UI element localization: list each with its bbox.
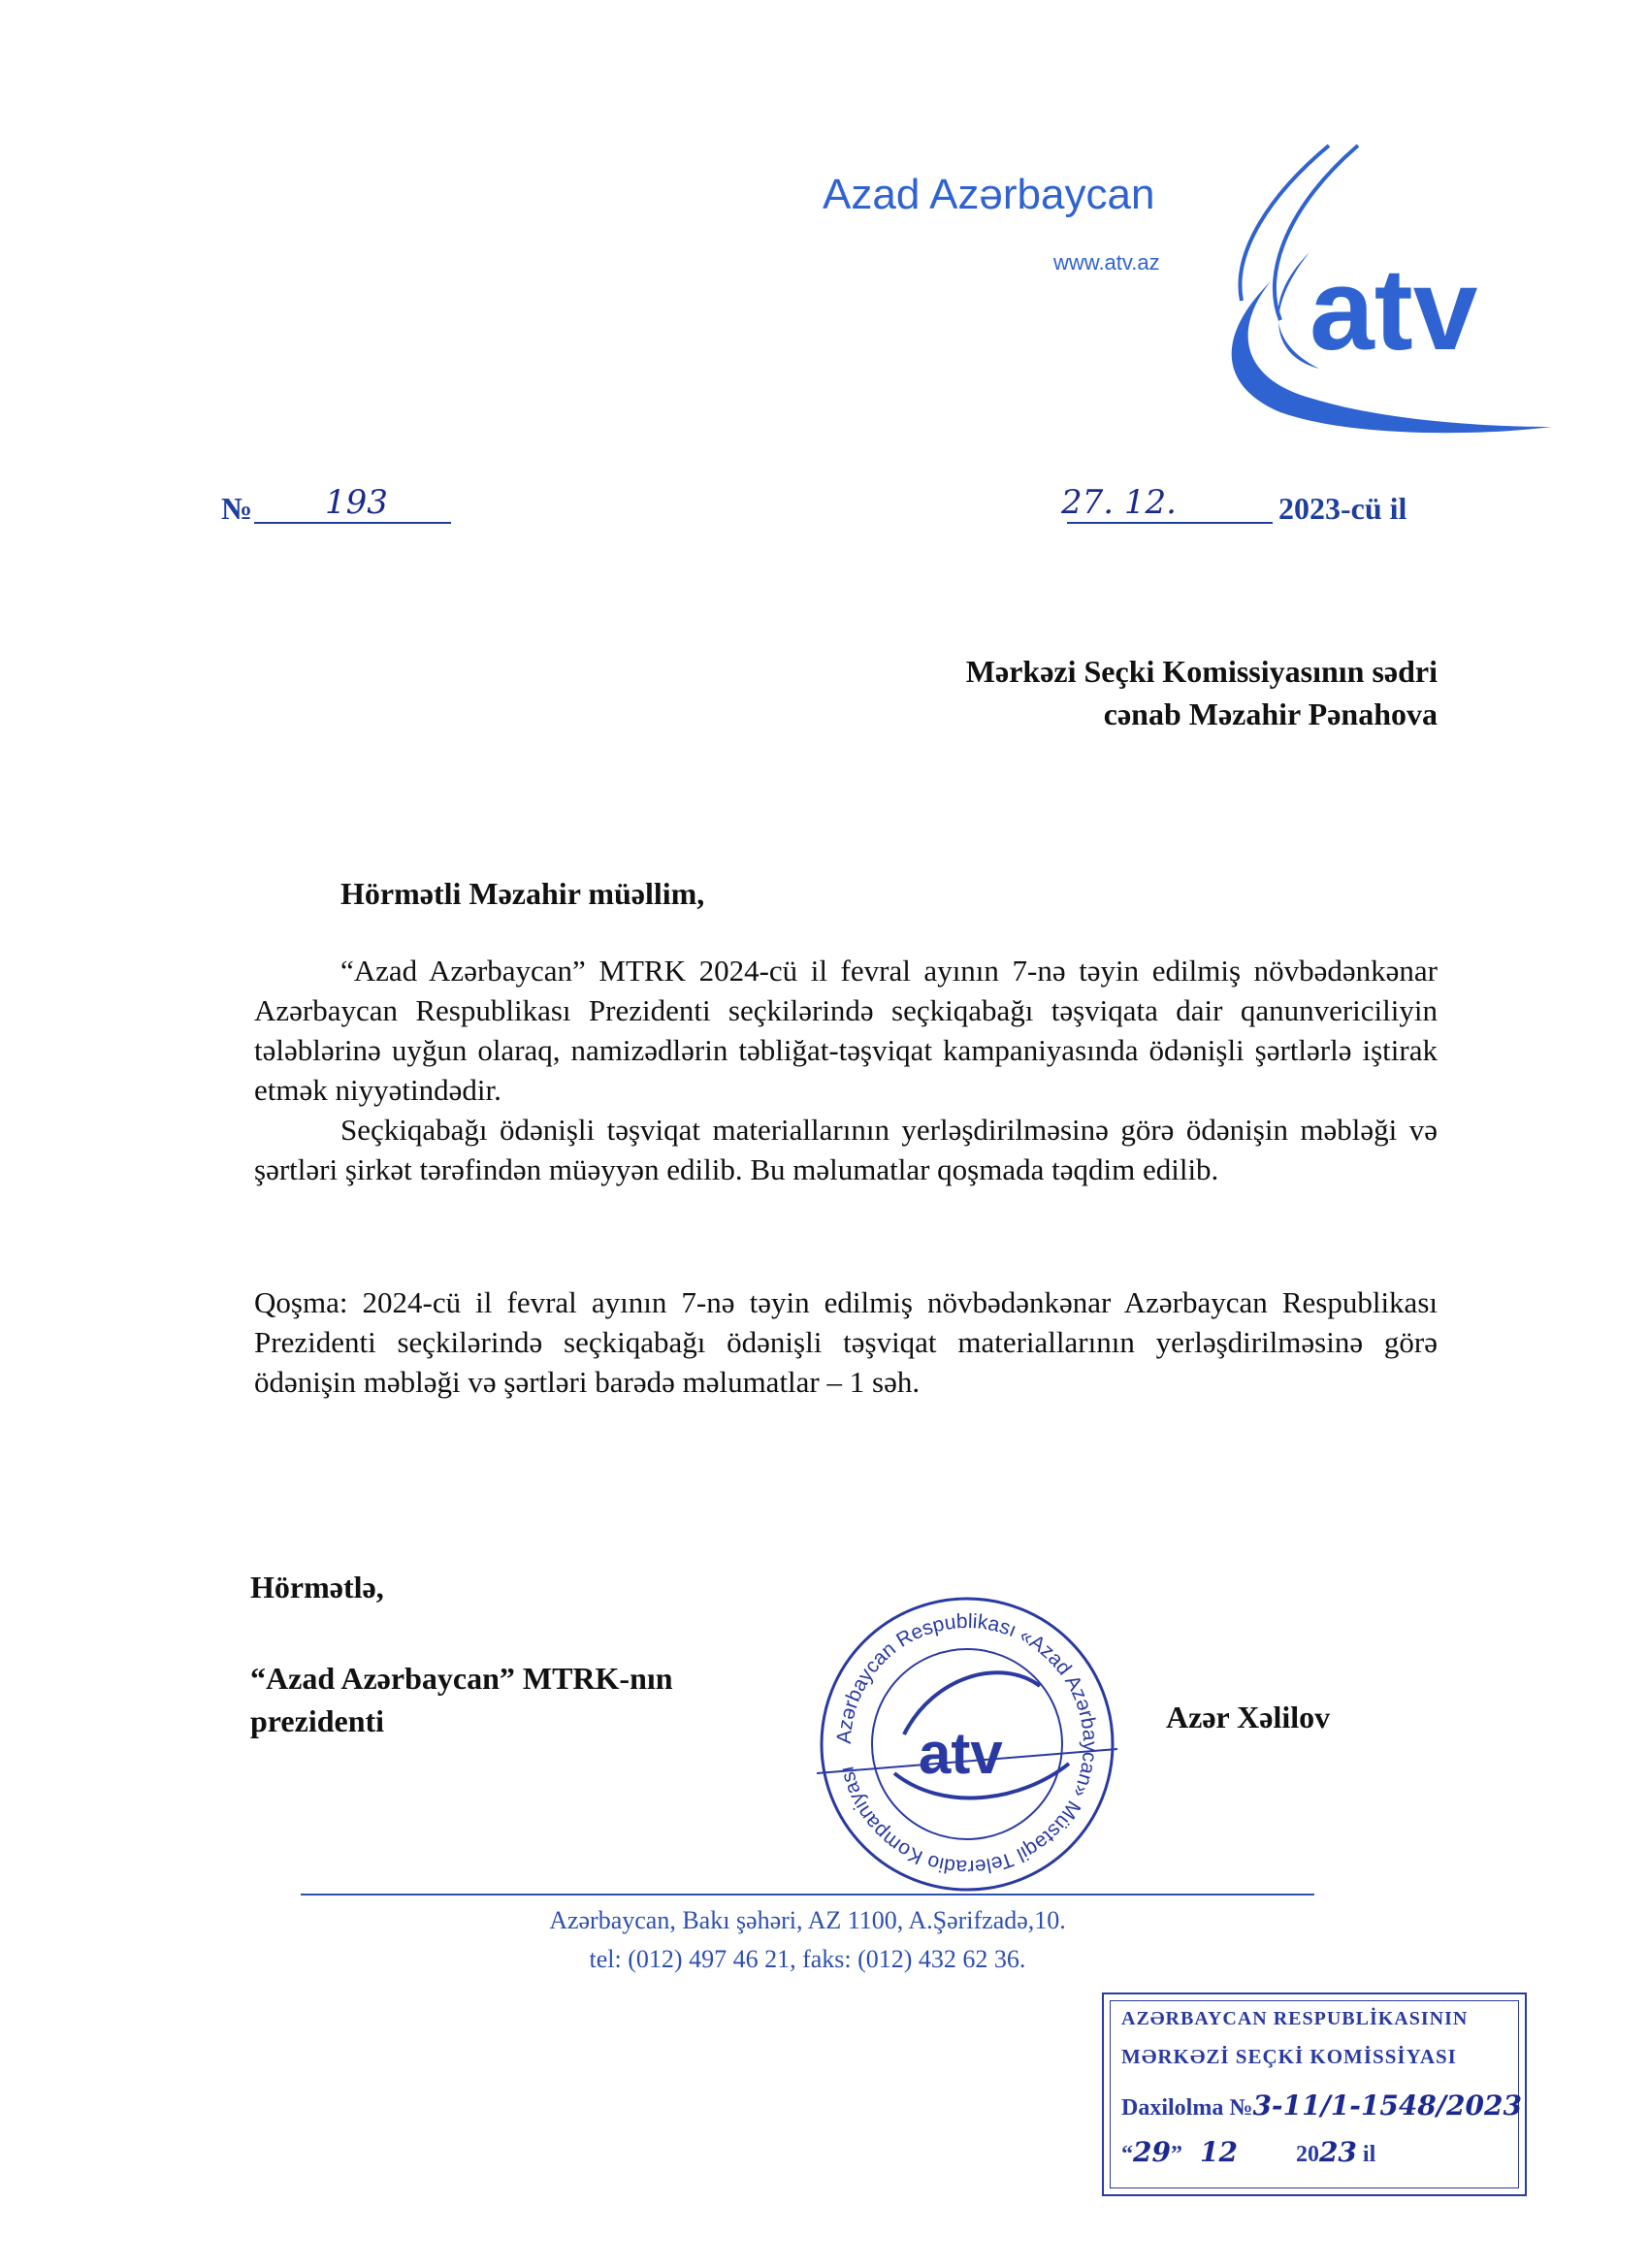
signatory-title-line-1: “Azad Azərbaycan” MTRK-nın [250, 1661, 673, 1696]
reference-number-underline [254, 522, 451, 524]
stamp-year-prefix: 20 [1295, 2142, 1319, 2167]
seal-center-text: atv [919, 1721, 1003, 1786]
atv-logo [1203, 136, 1552, 456]
footer-divider [301, 1894, 1314, 1895]
attachment-note: Qoşma: 2024-cü il fevral ayının 7-nə təyin edilmiş növbədənkənar Azərbaycan Respublikası Prezidenti seçkilərində seçkiqabağı ödənişli təşviqat materiallarının yerləşdirilməsinə görə ödənişin məbləği və şərtləri barədə məlumatlar – 1 səh. [254, 1285, 1438, 1399]
signatory-title-line-2: prezidenti [250, 1703, 385, 1738]
reference-number-value: 193 [325, 483, 388, 522]
footer-contacts: tel: (012) 497 46 21, faks: (012) 432 62 36. [589, 1945, 1026, 1973]
closing-phrase: Hörmətlə, [250, 1570, 384, 1604]
reference-date-value: 27. 12. [1061, 483, 1177, 522]
stamp-registration-number: 3-11/1-1548/2023 [1252, 2090, 1522, 2122]
seal-ring-text: Azərbaycan Respublikası «Azad Azərbaycan» Müstəqil Teleradio Kompaniyası [832, 1609, 1102, 1879]
reference-date-underline [1067, 522, 1273, 524]
stamp-line-1: AZƏRBAYCAN RESPUBLİKASININ [1121, 2008, 1469, 2029]
greeting: Hörmətli Məzahir müəllim, [340, 876, 705, 911]
reference-number-label: № [221, 491, 253, 526]
stamp-date-row: “29” 12 2023 il [1121, 2136, 1376, 2168]
stamp-line-2: MƏRKƏZİ SEÇKİ KOMİSSİYASI [1121, 2045, 1457, 2068]
stamp-month: 12 [1199, 2136, 1238, 2168]
company-seal [788, 1589, 1147, 1899]
addressee-line-2: cənab Məzahir Pənahova [1103, 697, 1438, 731]
stamp-day: 29 [1133, 2136, 1171, 2168]
addressee-line-1: Mərkəzi Seçki Komissiyasının sədri [965, 654, 1438, 689]
body-paragraph-1: “Azad Azərbaycan” MTRK 2024-cü il fevral ayının 7-nə təyin edilmiş növbədənkənar Azərbaycan Respublikası Prezidenti seçkilərində seçkiqabağı təşviqata dair qanunvericiliyin tələblərinə uyğun olaraq, namizədlərin təbliğat-təşviqat kampaniyasında ödənişli şərtlərlə iştirak etmək niyyətindədir. [254, 954, 1438, 1107]
letter-body [254, 951, 1438, 1189]
addressee-block [966, 650, 1438, 735]
signatory-name: Azər Xəlilov [1166, 1700, 1331, 1734]
stamp-registration-label: Daxilolma № [1121, 2095, 1253, 2121]
footer-address: Azərbaycan, Bakı şəhəri, AZ 1100, A.Şərifzadə,10. [549, 1906, 1066, 1934]
stamp-il: il [1362, 2142, 1376, 2167]
company-name: Azad Azərbaycan [823, 171, 1155, 218]
company-website: www.atv.az [1053, 250, 1160, 275]
stamp-year-suffix: 23 [1318, 2136, 1357, 2168]
logo-text: atv [1310, 244, 1478, 374]
footer-block [301, 1901, 1314, 1979]
stamp-registration-row [1121, 2090, 1522, 2122]
reference-year: 2023-cü il [1278, 491, 1407, 526]
registration-stamp [1102, 1993, 1527, 2196]
body-paragraph-2: Seçkiqabağı ödənişli təşviqat materiallarının yerləşdirilməsinə görə ödənişin məbləği və şərtləri şirkət tərəfindən müəyyən edilib. Bu məlumatlar qoşmada təqdim edilib. [254, 1113, 1438, 1186]
signatory-title [250, 1657, 673, 1742]
